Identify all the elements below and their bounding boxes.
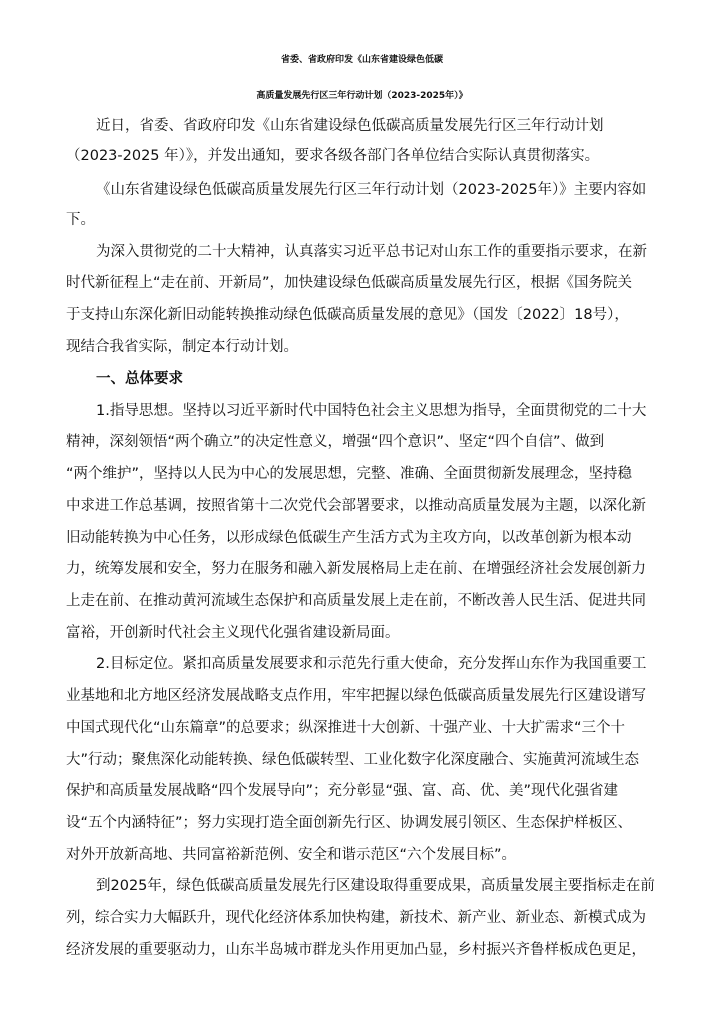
body-line-26: 列，综合实力大幅跃升，现代化经济体系加快构建，新技术、新产业、新业态、新模式成为 — [66, 910, 646, 926]
body-line-24: 对外开放新高地、共同富裕新范例、安全和谐示范区“六个发展目标”。 — [66, 847, 517, 863]
body-line-8: 现结合我省实际，制定本行动计划。 — [66, 339, 298, 355]
body-line-14: 旧动能转换为中心任务，以形成绿色低碳生产生活方式为主攻方向，以改革创新为根本动 — [66, 530, 632, 546]
body-line-22: 保护和高质量发展战略“四个发展导向”；充分彰显“强、富、高、优、美”现代化强省建 — [66, 783, 619, 799]
body-line-4: 下。 — [66, 212, 95, 228]
body-line-11: 精神，深刻领悟“两个确立”的决定性意义，增强“四个意识”、坚定“四个自信”、做到 — [66, 434, 605, 450]
body-line-18: 2.目标定位。紧扣高质量发展要求和示范先行重大使命，充分发挥山东作为我国重要工 — [96, 656, 647, 672]
body-line-20: 中国式现代化“山东篇章”的总要求；纵深推进十大创新、十强产业、十大扩需求“三个十 — [66, 720, 626, 736]
body-line-25: 到2025年，绿色低碳高质量发展先行区建设取得重要成果，高质量发展主要指标走在前 — [96, 878, 655, 894]
body-line-21: 大”行动；聚焦深化动能转换、绿色低碳转型、工业化数字化深度融合、实施黄河流域生态 — [66, 752, 640, 768]
body-line-15: 力，统筹发展和安全，努力在服务和融入新发展格局上走在前、在增强经济社会发展创新力 — [66, 561, 646, 577]
body-line-17: 富裕，开创新时代社会主义现代化强省建设新局面。 — [66, 625, 400, 641]
body-line-1: 近日，省委、省政府印发《山东省建设绿色低碳高质量发展先行区三年行动计划 — [96, 118, 604, 134]
body-line-3: 《山东省建设绿色低碳高质量发展先行区三年行动计划（2023-2025年）》主要内容如 — [96, 182, 647, 198]
body-line-7: 于支持山东深化新旧动能转换推动绿色低碳高质量发展的意见》（国发〔2022〕18号）， — [66, 307, 629, 323]
body-line-19: 业基地和北方地区经济发展战略支点作用，牢牢把握以绿色低碳高质量发展先行区建设谱写 — [66, 688, 646, 704]
body-line-13: 中求进工作总基调，按照省第十二次党代会部署要求，以推动高质量发展为主题，以深化新 — [66, 498, 646, 514]
body-line-5: 为深入贯彻党的二十大精神，认真落实习近平总书记对山东工作的重要指示要求，在新 — [96, 244, 647, 260]
document-title-line-1: 省委、省政府印发《山东省建设绿色低碳 — [280, 55, 443, 65]
body-line-10: 1.指导思想。坚持以习近平新时代中国特色社会主义思想为指导，全面贯彻党的二十大 — [96, 403, 647, 419]
body-line-23: 设“五个内涵特征”；努力实现打造全面创新先行区、协调发展引领区、生态保护样板区、 — [66, 815, 633, 831]
document-title-line-2: 高质量发展先行区三年行动计划（2023-2025年）》 — [256, 91, 468, 101]
section-heading-1: 一、总体要求 — [96, 371, 183, 387]
body-line-27: 经济发展的重要驱动力，山东半岛城市群龙头作用更加凸显，乡村振兴齐鲁样板成色更足， — [66, 942, 646, 958]
body-line-6: 时代新征程上“走在前、开新局”，加快建设绿色低碳高质量发展先行区，根据《国务院关 — [66, 275, 633, 291]
body-line-2: （2023-2025 年）》，并发出通知，要求各级各部门各单位结合实际认真贯彻落实。 — [66, 148, 600, 164]
body-line-12: “两个维护”，坚持以人民为中心的发展思想，完整、准确、全面贯彻新发展理念，坚持稳 — [66, 466, 633, 482]
body-line-16: 上走在前、在推动黄河流域生态保护和高质量发展上走在前，不断改善人民生活、促进共同 — [66, 593, 646, 609]
